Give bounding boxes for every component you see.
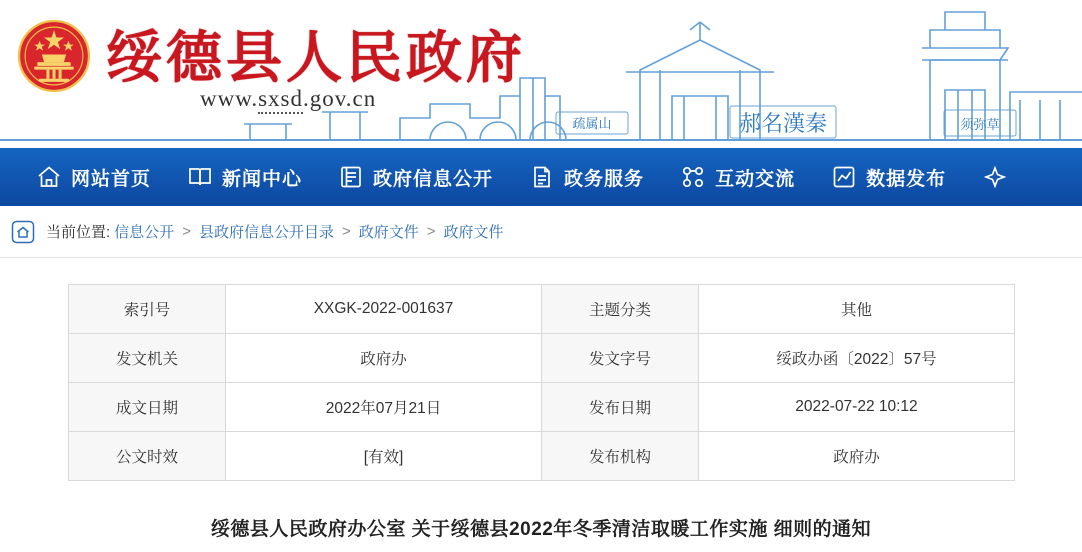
nav-item-data-release[interactable] — [813, 148, 964, 206]
table-row — [69, 432, 1015, 481]
document-meta-table-wrapper — [68, 284, 1014, 481]
table-row — [69, 334, 1015, 383]
breadcrumb-item-2[interactable]: 政府文件 — [358, 224, 419, 241]
meta-label: 发布机构 — [542, 432, 699, 481]
meta-label: 公文时效 — [69, 432, 226, 481]
document-meta-table — [68, 284, 1015, 481]
home-outline-icon — [10, 219, 36, 245]
meta-value: 政府办 — [226, 334, 542, 383]
meta-value: XXGK-2022-001637 — [226, 285, 542, 334]
breadcrumb-item-0[interactable]: 信息公开 — [114, 224, 175, 241]
nav-label: 互动交流 — [715, 168, 796, 190]
breadcrumb-separator: > — [182, 223, 191, 240]
breadcrumb — [0, 206, 1082, 258]
meta-label: 索引号 — [69, 285, 226, 334]
nav-item-government-service[interactable] — [511, 148, 662, 206]
meta-label: 发布日期 — [542, 383, 699, 432]
meta-value: 政府办 — [699, 432, 1015, 481]
breadcrumb-separator: > — [426, 223, 436, 240]
meta-value: 2022年07月21日 — [226, 383, 542, 432]
nav-label: 新闻中心 — [222, 168, 303, 190]
meta-label: 发文机关 — [69, 334, 226, 383]
meta-label: 成文日期 — [69, 383, 226, 432]
site-title: 绥德县人民政府 — [106, 26, 526, 91]
national-emblem-icon — [16, 18, 92, 94]
page-title: 绥德县人民政府办公室 关于绥德县2022年冬季清洁取暖工作实施 细则的通知 — [210, 519, 872, 540]
home-icon — [36, 164, 62, 190]
breadcrumb-item-3[interactable]: 政府文件 — [443, 224, 504, 241]
nav-item-more[interactable] — [964, 148, 1026, 206]
nav-label: 政务服务 — [564, 168, 645, 190]
nav-label: 网站首页 — [71, 168, 152, 190]
table-row — [69, 383, 1015, 432]
site-url — [200, 86, 376, 112]
book-icon — [187, 164, 213, 190]
site-url-prefix: www. — [200, 86, 259, 111]
status-badge: [有效] — [226, 432, 542, 481]
main-navigation[interactable] — [0, 148, 1082, 206]
meta-value: 2022-07-22 10:12 — [699, 383, 1015, 432]
doc-icon — [529, 164, 555, 190]
breadcrumb-label: 当前位置: — [46, 224, 111, 241]
nav-item-government-info[interactable] — [320, 148, 511, 206]
chart-icon — [831, 164, 857, 190]
svg-text:疏属山: 疏属山 — [572, 117, 612, 132]
nav-item-news[interactable] — [169, 148, 320, 206]
meta-value: 其他 — [699, 285, 1015, 334]
site-url-main: sxsd — [258, 86, 303, 114]
nav-item-home[interactable] — [18, 148, 169, 206]
meta-label: 发文字号 — [542, 334, 699, 383]
nav-label: 政府信息公开 — [373, 168, 494, 190]
meta-label: 主题分类 — [542, 285, 699, 334]
star-icon — [982, 164, 1008, 190]
nav-label: 数据发布 — [866, 168, 947, 190]
meta-value: 绥政办函〔2022〕57号 — [699, 334, 1015, 383]
site-url-suffix: .gov.cn — [303, 86, 377, 111]
breadcrumb-item-1[interactable]: 县政府信息公开目录 — [198, 224, 334, 241]
nav-item-interaction[interactable] — [662, 148, 813, 206]
svg-text:郝名漢秦: 郝名漢秦 — [738, 112, 828, 137]
site-header — [0, 0, 1082, 148]
svg-text:须弥草: 须弥草 — [960, 118, 1000, 133]
chat-nodes-icon — [680, 164, 706, 190]
table-row — [69, 285, 1015, 334]
breadcrumb-separator: > — [341, 223, 351, 240]
list-doc-icon — [338, 164, 364, 190]
